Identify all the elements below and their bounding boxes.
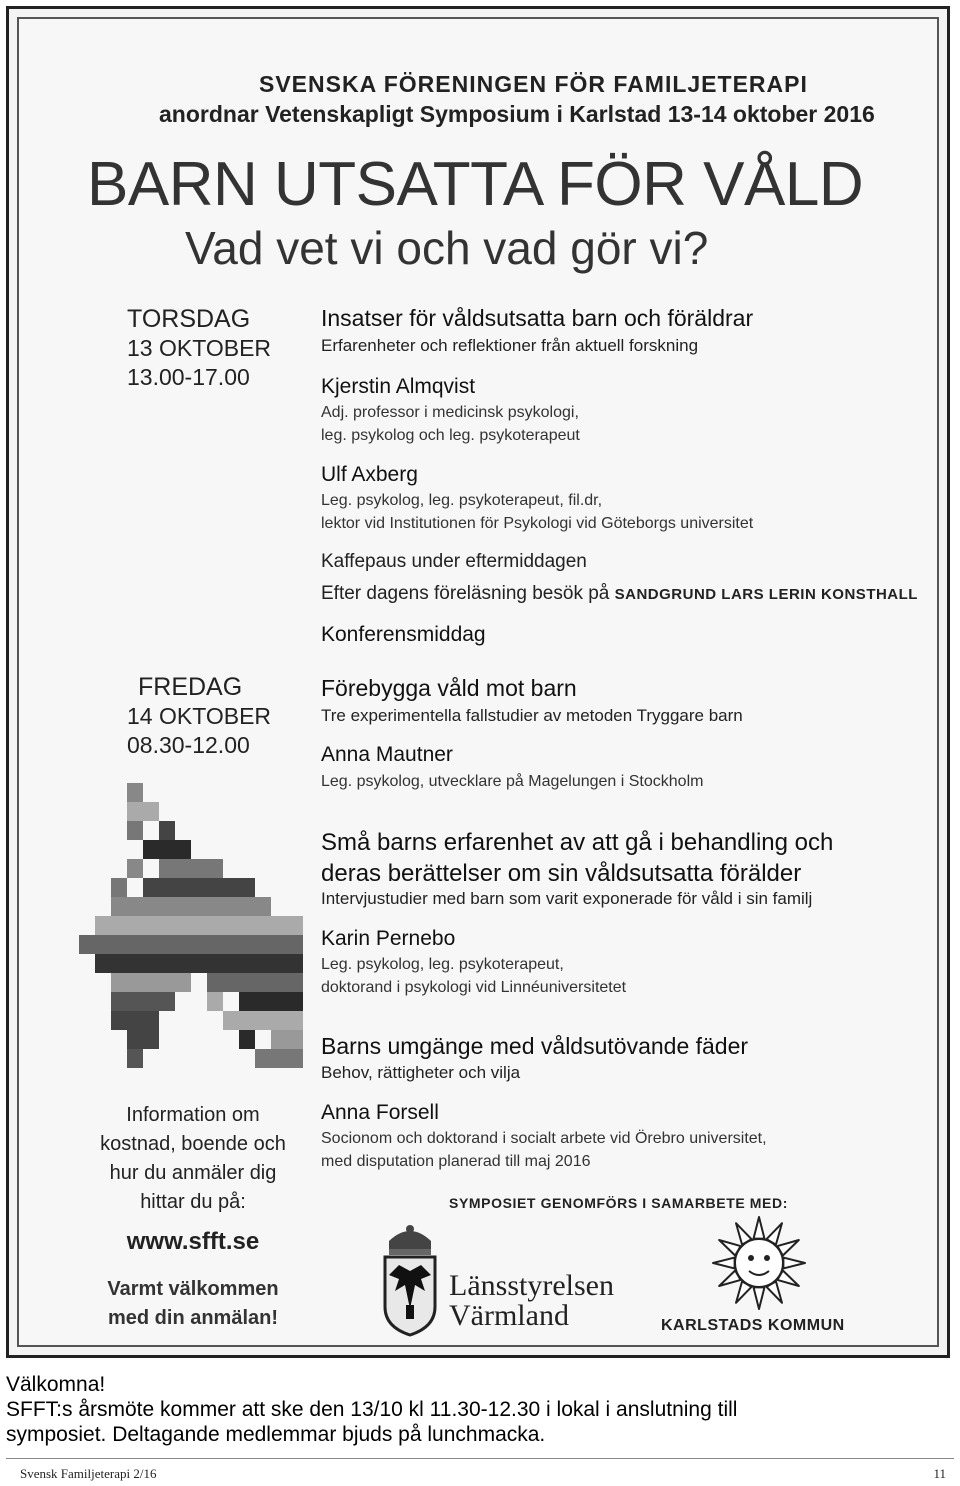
speaker-name: Anna Mautner [321,743,453,766]
mosaic-tile [143,1011,159,1030]
welcome-line: med din anmälan! [107,1307,279,1329]
mosaic-tile [223,1011,239,1030]
mosaic-tile [111,878,127,897]
mosaic-tile [111,973,127,992]
mosaic-tile [207,935,223,954]
mosaic-tile [175,973,191,992]
mosaic-tile [95,916,111,935]
mosaic-tile [191,954,207,973]
mosaic-tile [111,992,127,1011]
mosaic-tile [127,897,143,916]
mosaic-tile [239,992,255,1011]
mosaic-tile [127,783,143,802]
mosaic-tile [287,935,303,954]
mosaic-tile [127,973,143,992]
mosaic-tile [159,821,175,840]
mosaic-tile [159,897,175,916]
speaker-title [321,401,580,447]
speaker-title-line: lektor vid Institutionen för Psykologi vid Göteborgs universitet [321,515,754,532]
mosaic-tile [255,916,271,935]
mosaic-tile [207,897,223,916]
friday-topic-sub: Behov, rättigheter och vilja [321,1063,521,1082]
mosaic-tile [79,935,95,954]
speaker-title-line: Adj. professor i medicinsk psykologi, [321,404,579,421]
page-number: 11 [933,1466,946,1481]
karlstad-logo-text: KARLSTADS KOMMUN [661,1317,845,1334]
friday-topic: Förebygga våld mot barn [321,675,577,701]
mosaic-tile [143,878,159,897]
mosaic-tile [191,935,207,954]
speaker-title-line: Socionom och doktorand i socialt arbete vid Örebro universitet, [321,1130,767,1147]
sun-ray [783,1258,805,1269]
mosaic-tile [287,973,303,992]
mosaic-tile [159,992,175,1011]
mosaic-tile [271,1030,287,1049]
mosaic-tile [127,802,143,821]
mosaic-tile [207,878,223,897]
county-logo-line: Värmland [449,1299,569,1332]
info-line: hittar du på: [140,1191,246,1213]
mosaic-tile [223,916,239,935]
mosaic-tile [175,878,191,897]
organizer-heading: SVENSKA FÖRENINGEN FÖR FAMILJETERAPI [259,71,808,97]
speaker-name: Karin Pernebo [321,927,456,950]
mosaic-tile [223,954,239,973]
mosaic-tile [143,1030,159,1049]
mosaic-tile [271,916,287,935]
friday-topic-sub: Intervjustudier med barn som varit exponerade för våld i sin familj [321,889,813,908]
county-board-logo-text [449,1271,614,1331]
mosaic-tile [175,935,191,954]
mosaic-tile [223,935,239,954]
mosaic-tile [127,916,143,935]
speaker-name: Ulf Axberg [321,463,418,486]
mosaic-tile [271,1049,287,1068]
speaker-title [321,1127,767,1173]
thursday-topic: Insatser för våldsutsatta barn och föräldrar [321,305,754,331]
day-time: 08.30-12.00 [127,732,250,758]
article-line: Välkomna! [6,1373,106,1396]
friday-schedule [127,673,271,760]
article-line: symposiet. Deltagande medlemmar bjuds på lunchmacka. [6,1423,546,1446]
mosaic-tile [127,954,143,973]
mosaic-tile [159,878,175,897]
mosaic-tile [271,973,287,992]
sun-ray [754,1287,765,1309]
mosaic-tile [207,859,223,878]
info-line: kostnad, boende och [100,1133,286,1155]
mosaic-tile [255,897,271,916]
speaker-title-line: Leg. psykolog, leg. psykoterapeut, [321,956,564,973]
mosaic-tile [127,1011,143,1030]
mosaic-tile [127,992,143,1011]
mosaic-tile [287,1030,303,1049]
topic-line: deras berättelser om sin våldsutsatta förälder [321,860,802,887]
friday-topic: Barns umgänge med våldsutövande fäder [321,1033,749,1059]
article-line: SFFT:s årsmöte kommer att ske den 13/10 kl 11.30-12.30 i lokal i anslutning till [6,1398,738,1421]
mosaic-tiles [79,783,303,1068]
mosaic-tile [143,840,159,859]
mosaic-tile [143,802,159,821]
speaker-title-line: doktorand i psykologi vid Linnéuniversitetet [321,979,627,996]
mosaic-tile [175,897,191,916]
mosaic-tile [255,935,271,954]
visit-prefix: Efter dagens föreläsning besök på [321,583,610,604]
mosaic-tile [191,878,207,897]
footer-publication: Svensk Familjeterapi 2/16 [20,1466,157,1481]
mosaic-tile [223,878,239,897]
mosaic-tile [175,954,191,973]
mosaic-tile [239,973,255,992]
speaker-title [321,489,753,535]
speaker-title-line: Leg. psykolog, leg. psykoterapeut, fil.dr, [321,492,603,509]
mosaic-tile [159,954,175,973]
mosaic-tile [239,1011,255,1030]
mosaic-tile [207,973,223,992]
day-time: 13.00-17.00 [127,364,250,390]
mosaic-tile [207,916,223,935]
coffee-break: Kaffepaus under eftermiddagen [321,551,587,572]
mosaic-tile [223,973,239,992]
visit-place: SANDGRUND LARS LERIN KONSTHALL [614,586,918,603]
mosaic-tile [143,954,159,973]
mosaic-tile [143,897,159,916]
sun-ray [713,1258,735,1269]
mosaic-tile [239,916,255,935]
thursday-schedule [127,305,271,392]
day-date: 14 OKTOBER [127,703,272,729]
welcome-line: Varmt välkommen [107,1278,279,1300]
mosaic-tile [223,897,239,916]
mosaic-tile [239,1030,255,1049]
mosaic-tile [287,1049,303,1068]
mosaic-tile [271,935,287,954]
info-line: hur du anmäler dig [109,1162,277,1184]
friday-topic [321,827,833,889]
mosaic-tile [111,935,127,954]
mosaic-tile [159,973,175,992]
speaker-name: Kjerstin Almqvist [321,375,476,398]
mosaic-tile [191,897,207,916]
mosaic-tile [159,859,175,878]
info-line: Information om [126,1104,260,1126]
mosaic-tile [255,1049,271,1068]
visit-line [321,583,918,605]
mosaic-tile [111,954,127,973]
county-coat-of-arms-icon [375,1219,445,1339]
speaker-title [321,953,626,999]
mosaic-tile [255,992,271,1011]
friday-topic-sub: Tre experimentella fallstudier av metoden Tryggare barn [321,706,743,725]
mosaic-tile [191,859,207,878]
symposium-poster [6,6,950,1358]
speaker-name: Anna Forsell [321,1101,439,1124]
mosaic-tile [127,859,143,878]
mosaic-tile [95,935,111,954]
mosaic-tile [255,973,271,992]
mosaic-tile [287,954,303,973]
mosaic-tile [111,1011,127,1030]
speaker-title-line: med disputation planerad till maj 2016 [321,1153,591,1170]
day-date: 13 OKTOBER [127,335,272,361]
info-block [83,1101,303,1256]
poster-title: BARN UTSATTA FÖR VÅLD [87,150,864,219]
speaker-title-line: leg. psykolog och leg. psykoterapeut [321,427,580,444]
website-link[interactable]: www.sfft.se [126,1228,260,1255]
mosaic-tile [239,954,255,973]
mosaic-tile [95,954,111,973]
mosaic-tile [175,916,191,935]
mosaic-tile [143,935,159,954]
poster-question: Vad vet vi och vad gör vi? [185,222,709,274]
mosaic-tile [143,992,159,1011]
mosaic-tile [207,992,223,1011]
mosaic-tile [159,916,175,935]
day-name: FREDAG [138,673,243,701]
thursday-topic-sub: Erfarenheter och reflektioner från aktuell forskning [321,336,699,355]
mosaic-tile [239,878,255,897]
mosaic-tile [239,935,255,954]
mosaic-tile [191,916,207,935]
mosaic-tile [287,992,303,1011]
mosaic-tile [239,897,255,916]
mosaic-tile [143,973,159,992]
sun-logo-icon [709,1215,809,1311]
mosaic-tile [175,859,191,878]
mosaic-tile [287,916,303,935]
mosaic-tile [127,935,143,954]
day-name: TORSDAG [127,305,251,333]
mosaic-tile [159,840,175,859]
mosaic-tile [207,954,223,973]
speaker-title: Leg. psykolog, utvecklare på Magelungen i Stockholm [321,773,704,790]
mosaic-tile [255,1011,271,1030]
partners-heading: SYMPOSIET GENOMFÖRS I SAMARBETE MED: [449,1195,788,1211]
mosaic-tile [111,916,127,935]
topic-line: Små barns erfarenhet av att gå i behandling och [321,829,834,856]
mosaic-tile [127,1049,143,1068]
welcome-block [83,1275,303,1333]
mosaic-tile [255,954,271,973]
mosaic-tile [175,840,191,859]
mosaic-tile [159,935,175,954]
mosaic-tile [271,954,287,973]
mosaic-tile [127,821,143,840]
conference-dinner: Konferensmiddag [321,623,486,646]
mosaic-tile [271,1011,287,1030]
mosaic-tile [287,1011,303,1030]
pixel-mosaic-graphic [79,783,309,1083]
footer-divider [6,1458,954,1459]
mosaic-tile [127,1030,143,1049]
county-logo-line: Länsstyrelsen [449,1269,614,1302]
mosaic-tile [143,916,159,935]
symposium-subtitle: anordnar Vetenskapligt Symposium i Karlstad 13-14 oktober 2016 [159,101,875,127]
sun-ray [754,1217,765,1239]
article-text [6,1372,956,1447]
mosaic-tile [111,897,127,916]
mosaic-tile [271,992,287,1011]
